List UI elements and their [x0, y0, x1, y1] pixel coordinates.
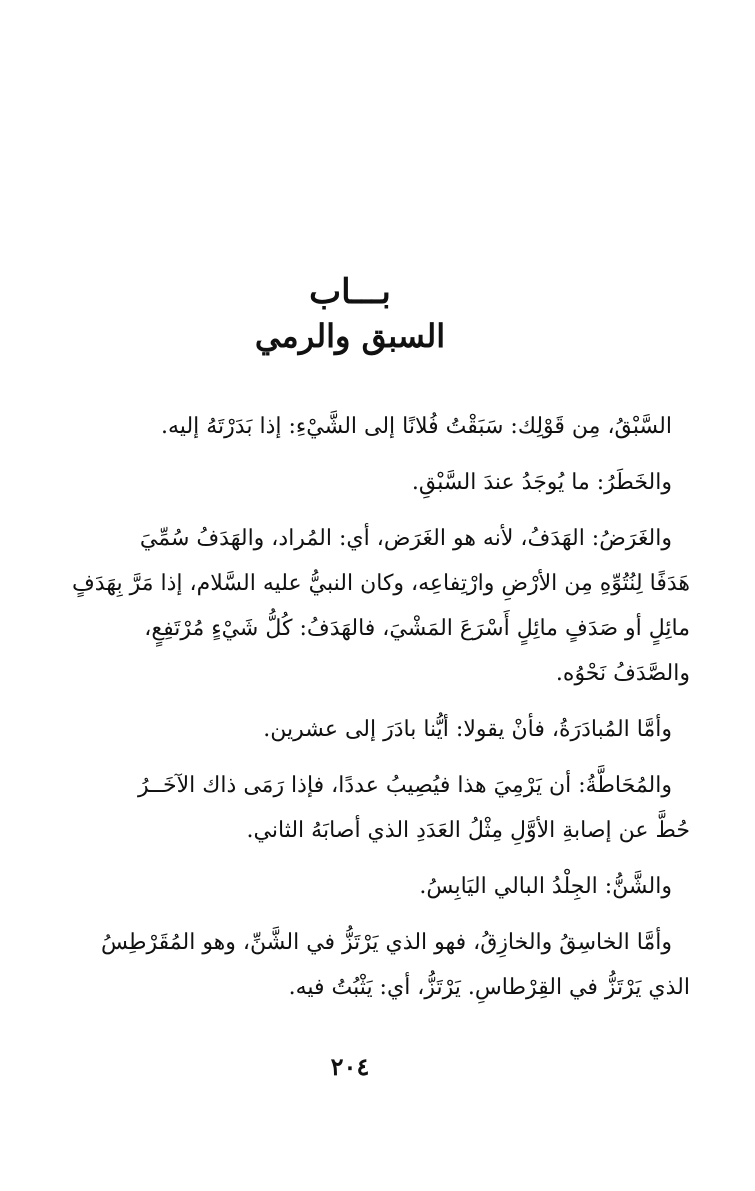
text-line: حُطَّ عن إصابةِ الأوَّلِ مِثْلُ العَدَدِ الذي أصابَهُ الثاني. — [246, 818, 690, 843]
paragraph-shann — [70, 864, 690, 909]
text-line: وأمَّا المُبادَرَةُ، فأنْ يقولا: أيُّنا بادَرَ إلى عشرين. — [263, 717, 672, 742]
text-line: السَّبْقُ، مِن قَوْلِك: سَبَقْتُ فُلانًا إلى الشَّيْءِ: إذا بَدَرْتَهُ إليه. — [161, 414, 672, 439]
paragraph-mubadara — [70, 707, 690, 752]
paragraph-khasiq — [70, 920, 690, 1010]
paragraph-sabq — [70, 404, 690, 449]
text-line: والخَطَرُ: ما يُوجَدُ عندَ السَّبْقِ. — [411, 470, 672, 495]
text-line: والصَّدَفُ نَحْوُه. — [555, 661, 690, 686]
text-line: وأمَّا الخاسِقُ والخازِقُ، فهو الذي يَرْتَزُّ في الشَّنِّ، وهو المُقَرْطِسُ — [100, 930, 672, 955]
text-line: والشَّنُّ: الجِلْدُ البالي اليَابِسُ. — [419, 874, 672, 899]
chapter-label: بـــاب — [309, 272, 391, 312]
paragraph-gharad — [70, 516, 690, 696]
paragraph-muhatta — [70, 763, 690, 853]
text-line: الذي يَرْتَزُّ في القِرْطاسِ. يَرْتَزُّ، أي: يَثْبُتُ فيه. — [288, 975, 690, 1000]
body-text — [70, 404, 690, 1021]
text-line: والغَرَضُ: الهَدَفُ، لأنه هو الغَرَض، أي: المُراد، والهَدَفُ سُمِّيَ — [139, 526, 672, 551]
text-line: والمُحَاطَّةُ: أن يَرْمِيَ هذا فيُصِيبُ عددًا، فإذا رَمَى ذاك الآخَــرُ — [138, 773, 672, 798]
text-line: مائِلٍ أو صَدَفٍ مائِلٍ أَسْرَعَ المَشْيَ، فالهَدَفُ: كُلُّ شَيْءٍ مُرْتَفِعٍ، — [144, 616, 690, 641]
chapter-title: السبق والرمي — [254, 317, 446, 355]
paragraph-khatar — [70, 460, 690, 505]
text-line: هَدَفًا لِنُتُوِّهِ مِن الأرْضِ وارْتِفاعِه، وكان النبيُّ عليه السَّلام، إذا مَرَّ بِهَدَفٍ — [72, 571, 690, 596]
page-number: ٢٠٤ — [330, 1052, 370, 1081]
